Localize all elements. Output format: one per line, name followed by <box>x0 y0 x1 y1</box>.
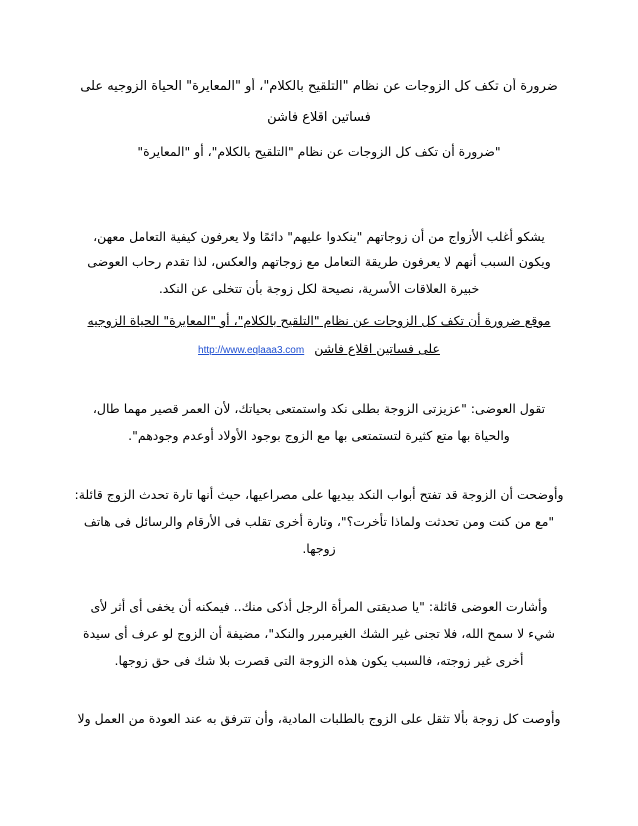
site-link-text[interactable]: على فساتين اقلاع فاشن <box>314 341 440 356</box>
para4-line-3: أخرى غير زوجته، فالسبب يكون هذه الزوجة التى قصرت بلا شك فى حق زوجها. <box>114 653 524 668</box>
site-link[interactable]: موقع ضرورة أن تكف كل الزوجات عن نظام "التلقيح بالكلام"، أو "المعايرة" الحياة الزوجيه <box>87 313 551 328</box>
para1-line-2: ويكون السبب أنهم لا يعرفون طريقة التعامل مع زوجاتهم والعكس، لذا تقدم رحاب العوضى <box>87 254 551 269</box>
para1-line-1: يشكو أغلب الأزواج من أن زوجاتهم "ينكدوا عليهم" دائمًا ولا يعرفون كيفية التعامل معهن، <box>93 229 545 244</box>
para3-line-3: زوجها. <box>302 541 336 556</box>
para4-line-2: شيء لا سمح الله، فلا تجنى غير الشك الغيرمبرر والنكد"، مضيفة أن الزوج لو عرف أى سيدة <box>83 626 555 641</box>
site-url[interactable]: http://www.eqlaaa3.com <box>198 345 305 356</box>
para2-line-2: والحياة بها متع كثيرة لتستمتعى بها مع الزوج بوجود الأولاد أوعدم وجودهم". <box>128 428 510 443</box>
para1-line-3: خبيرة العلاقات الأسرية، نصيحة لكل زوجة بأن تتخلى عن النكد. <box>158 281 480 296</box>
para2-line-1: تقول العوضى: "عزيزتى الزوجة بطلى نكد واستمتعى بحياتك، لأن العمر قصير مهما طال، <box>92 401 546 416</box>
link-line-2 <box>40 340 598 360</box>
title-line-2: فساتين اقلاع فاشن <box>267 110 371 125</box>
quote-line: "ضرورة أن تكف كل الزوجات عن نظام "التلقيح بالكلام"، أو "المعايرة" <box>137 144 501 159</box>
title-line-1: ضرورة أن تكف كل الزوجات عن نظام "التلقيح بالكلام"، أو "المعايرة" الحياة الزوجيه على <box>80 79 558 94</box>
link-line-1[interactable] <box>40 312 598 330</box>
para4-line-1: وأشارت العوضى قائلة: "يا صديقتى المرأة الرجل أذكى منك.. فيمكنه أن يخفى أى أثر لأى <box>90 599 548 614</box>
para5-line-1: وأوصت كل زوجة بألا تثقل على الزوج بالطلبات المادية، وأن تترفق به عند العودة من العمل ولا <box>77 711 561 726</box>
para3-line-1: وأوضحت أن الزوجة قد تفتح أبواب النكد بيديها على مصراعيها، حيث أنها تارة تحدث الزوج قائلة: <box>74 487 564 502</box>
para3-line-2: "مع من كنت ومن تحدثت ولماذا تأخرت؟"، وتارة أخرى تقلب فى الأرقام والرسائل فى هاتف <box>83 514 555 529</box>
